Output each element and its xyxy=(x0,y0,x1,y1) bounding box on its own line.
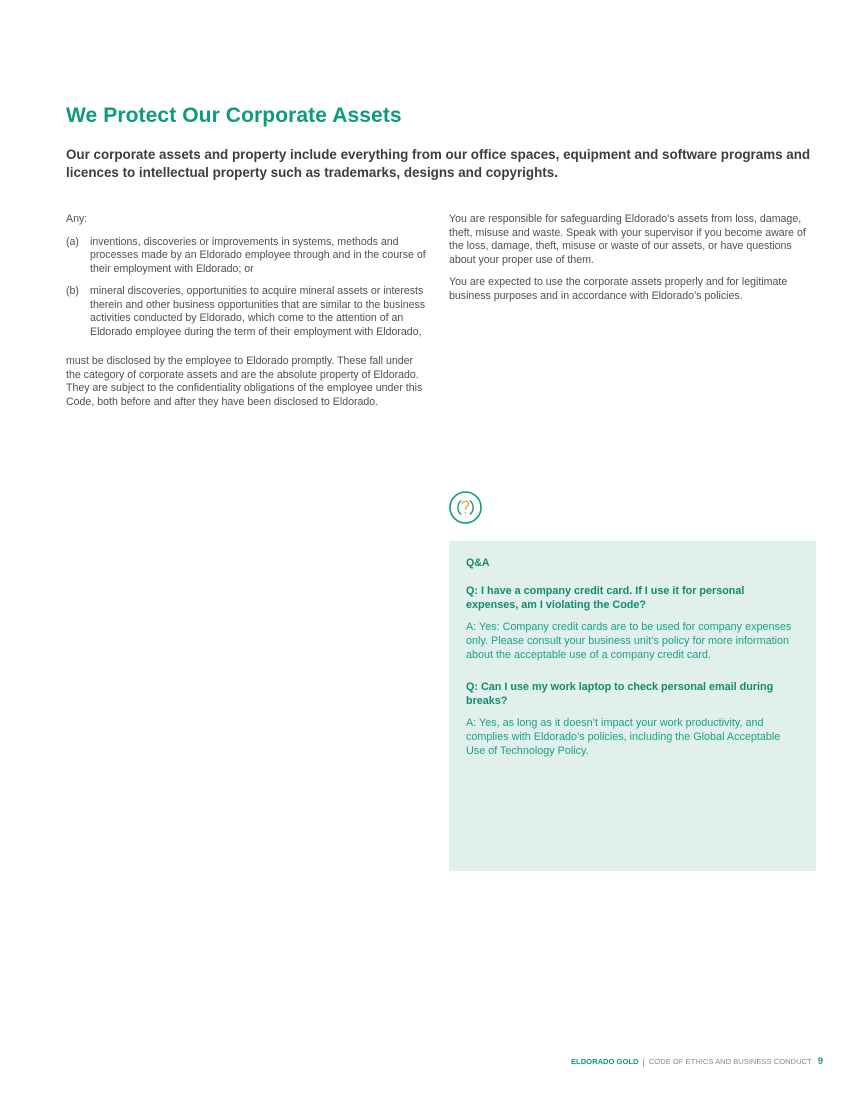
list-item-text: inventions, discoveries or improvements in systems, methods and processes made by an Eldorado employee through and in the course of their employment with Eldorado; or xyxy=(90,235,426,275)
qa-answer: A: Yes, as long as it doesn’t impact your work productivity, and complies with Eldorado’s policies, including the Global Acceptable Use of Technology Policy. xyxy=(466,716,781,758)
left-column xyxy=(66,213,428,409)
lead-paragraph: Our corporate assets and property include everything from our office spaces, equipment and software programs and licences to intellectual property such as trademarks, designs and copyrights. xyxy=(66,147,811,180)
right-paragraph: You are expected to use the corporate assets properly and for legitimate business purposes and in accordance with Eldorado’s policies. xyxy=(449,276,788,302)
qa-panel xyxy=(449,541,816,871)
left-intro: Any: xyxy=(66,213,88,225)
list-marker: (b) xyxy=(66,285,79,297)
qa-question: Q: Can I use my work laptop to check personal email during breaks? xyxy=(466,680,774,707)
footer-brand: ELDORADO GOLD xyxy=(570,1057,639,1066)
left-conclusion: must be disclosed by the employee to Eldorado promptly. These fall under the category of corporate assets and are the absolute property of Eldorado. They are subject to the confidentiality obligations of the employee under this Code, both before and after they have been disclosed to Eldorado. xyxy=(66,355,423,408)
footer-separator: | xyxy=(642,1056,645,1067)
list-item-text: mineral discoveries, opportunities to acquire mineral assets or interests therein and other business opportunities that are similar to the business activities conducted by Eldorado, which come to the attention of an Eldorado employee during the term of their employment with Eldorado, xyxy=(90,285,426,338)
qa-heading: Q&A xyxy=(466,557,490,569)
page-number: 9 xyxy=(817,1056,823,1067)
list-item xyxy=(66,236,428,277)
list-item xyxy=(66,285,428,339)
page-title: We Protect Our Corporate Assets xyxy=(66,104,402,127)
footer-document-title: CODE OF ETHICS AND BUSINESS CONDUCT xyxy=(648,1057,812,1066)
question-mark-icon xyxy=(449,491,482,524)
right-column xyxy=(449,213,811,303)
right-paragraph: You are responsible for safeguarding Eldorado’s assets from loss, damage, theft, misuse and waste. Speak with your supervisor if you become aware of the loss, damage, theft, misuse or waste of our assets, or have questions about your proper use of them. xyxy=(449,213,806,266)
qa-answer: A: Yes: Company credit cards are to be used for company expenses only. Please consult your business unit’s policy for more information about the acceptable use of a company credit card. xyxy=(466,621,792,662)
list-marker: (a) xyxy=(66,235,79,248)
qa-question: Q: I have a company credit card. If I use it for personal expenses, am I violating the Code? xyxy=(466,585,745,611)
page-footer xyxy=(571,1056,823,1067)
